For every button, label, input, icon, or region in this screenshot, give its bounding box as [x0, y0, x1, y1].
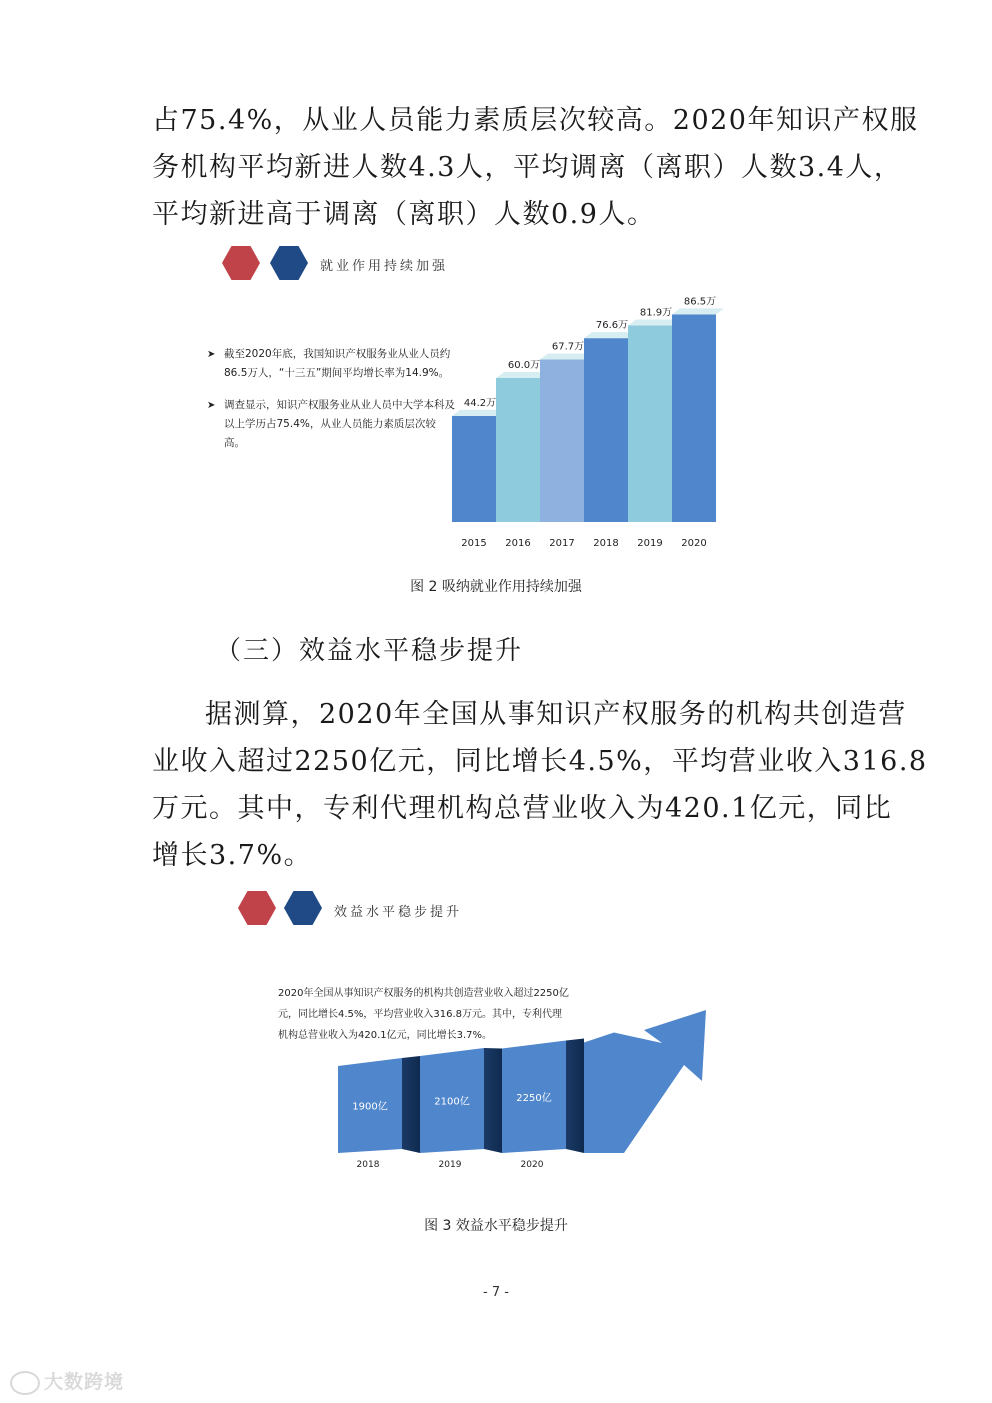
figure2-banner-label: 就业作用持续加强: [320, 259, 449, 274]
x-tick-label: 2020: [520, 1160, 544, 1170]
bullet-text: 调查显示，知识产权服务业从业人员中大学本科及以上学历占75.4%，从业人员能力素质层次较高。: [224, 399, 455, 449]
ribbon-fold: [484, 1048, 502, 1153]
page-number: - 7 -: [483, 1285, 509, 1300]
watermark-logo-icon: [10, 1371, 40, 1395]
bar-2016: [496, 378, 540, 522]
x-axis-labels: [357, 1160, 544, 1170]
body-paragraph-line: 业收入超过2250亿元，同比增长4.5%，平均营业收入316.8: [152, 746, 928, 777]
figure2-bullets: [205, 345, 455, 466]
growth-arrow-shape: [584, 1010, 706, 1153]
ribbon-fold: [566, 1039, 584, 1154]
x-tick-label: 2019: [438, 1160, 462, 1170]
ribbon-fold: [402, 1056, 420, 1153]
bullet-text: 截至2020年底，我国知识产权服务业从业人员约86.5万人，“十三五”期间平均增长率为14.9%。: [224, 348, 451, 379]
body-paragraph-line: 务机构平均新进人数4.3人，平均调离（离职）人数3.4人，: [152, 152, 903, 183]
blue-hexagon-icon: [284, 891, 322, 925]
arrow-bullet-icon: ➤: [207, 349, 216, 360]
watermark: [10, 1367, 124, 1395]
growth-arrow-icon: [584, 1010, 706, 1153]
figure3-banner-label: 效益水平稳步提升: [334, 905, 463, 920]
body-paragraph-line: 据测算，2020年全国从事知识产权服务的机构共创造营: [205, 699, 907, 730]
x-tick-label: 2019: [637, 538, 663, 549]
bar-2018: [584, 338, 628, 522]
bar-value-label: 44.2万: [463, 397, 497, 409]
section-heading: （三）效益水平稳步提升: [215, 636, 524, 666]
description-line: 2020年全国从事知识产权服务的机构共创造营业收入超过2250亿: [278, 988, 569, 999]
bar-value-label: 60.0万: [507, 360, 541, 371]
description-line: 元，同比增长4.5%，平均营业收入316.8万元。其中，专利代理: [278, 1009, 563, 1020]
figure2-caption: 图 2 吸纳就业作用持续加强: [410, 579, 582, 595]
body-paragraph-line: 平均新进高于调离（离职）人数0.9人。: [152, 199, 656, 230]
x-tick-label: 2018: [593, 538, 619, 549]
figure3-caption: 图 3 效益水平稳步提升: [424, 1218, 568, 1234]
revenue-growth-chart: [330, 955, 730, 1180]
x-tick-label: 2020: [681, 538, 707, 549]
bullet-item: [205, 345, 455, 383]
body-paragraph-line: 万元。其中，专利代理机构总营业收入为420.1亿元，同比: [152, 793, 893, 824]
arrow-bullet-icon: ➤: [207, 400, 216, 411]
body-paragraph-line: 占75.4%，从业人员能力素质层次较高。2020年知识产权服: [152, 105, 919, 136]
bar-2019: [628, 325, 672, 522]
bar-value-label: 76.6万: [595, 320, 629, 332]
blue-hexagon-icon: [270, 246, 308, 280]
bar-2020: [672, 314, 716, 522]
bar-value-label: 67.7万: [551, 341, 585, 353]
x-tick-label: 2015: [461, 538, 487, 549]
panel-value-label: 2100亿: [434, 1096, 470, 1108]
bullet-item: [205, 396, 455, 453]
panel-value-label: 1900亿: [352, 1101, 388, 1113]
x-tick-label: 2016: [505, 538, 531, 549]
panel-value-label: 2250亿: [516, 1092, 552, 1104]
bar-cap: [672, 308, 724, 314]
description-line: 机构总营业收入为420.1亿元，同比增长3.7%。: [278, 1030, 493, 1041]
bar-value-label: 86.5万: [683, 296, 717, 308]
x-tick-label: 2017: [549, 538, 575, 549]
figure3-banner: [238, 891, 538, 931]
bar-2017: [540, 360, 584, 522]
x-tick-label: 2018: [356, 1160, 380, 1170]
body-paragraph-line: 增长3.7%。: [152, 840, 313, 871]
employment-bar-chart: [440, 270, 740, 560]
bar-2015: [452, 416, 496, 522]
red-hexagon-icon: [222, 246, 260, 280]
watermark-text: 大数跨境: [44, 1371, 125, 1393]
bar-value-label: 81.9万: [639, 307, 673, 319]
red-hexagon-icon: [238, 891, 276, 925]
